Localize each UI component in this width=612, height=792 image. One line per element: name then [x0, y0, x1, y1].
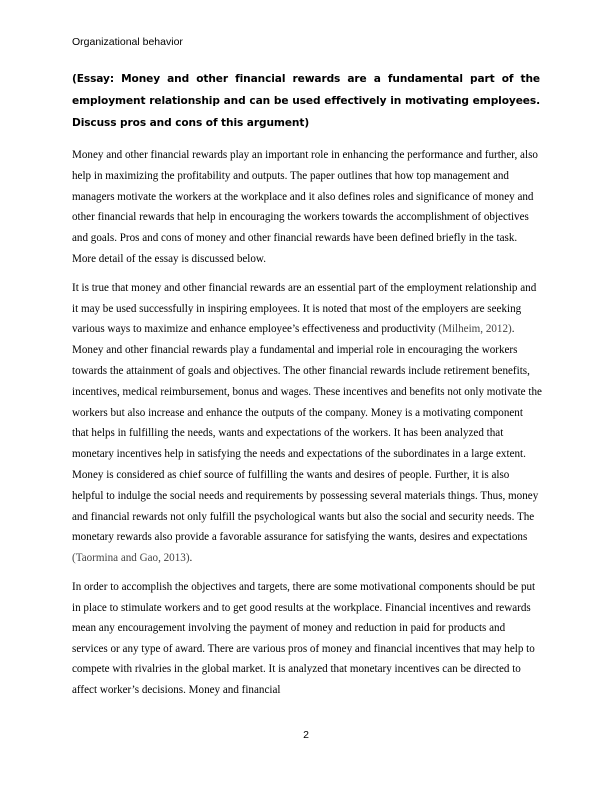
paragraph-incentives: In order to accomplish the objectives and targets, there are some motivational components should be put in place to stimulate workers and to get good results at the workplace. Financial incentives and rewards mean any encouragement involving the payment of money and reduction in paid for products and services or any type of award. There are various pros of money and financial incentives that may help to compete with rivalries in the global market. It is analyzed that monetary incentives can be directed to affect worker’s decisions. Money and financial [72, 580, 536, 696]
paragraph-text: . [189, 552, 193, 565]
page-number: 2 [303, 729, 309, 741]
running-header: Organizational behavior [72, 36, 183, 48]
paragraph-text: . Money and other financial rewards play a fundamental and imperial role in encouraging the workers towards the attainment of goals and objectives. The other financial rewards include retirement benefits, incentives, medical reimbursement, bonus and wages. These incentives and benefits not only motivate the workers but also increase and enhance the outputs of the company. Money is a motivating component that helps in fulfilling the needs, wants and expectations of the workers. It has been analyzed that monetary incentives help in satisfying the needs and expectations of the subordinates in a large extent. Money is considered as chief source of fulfilling the wants and desires of people. Further, it is also helpful to indulge the social needs and requirements by possessing several materials things. Thus, money and financial rewards not only fulfill the psychological wants but also the social and security needs. The monetary rewards also provide a favorable assurance for satisfying the wants, desires and expectations [72, 323, 542, 544]
paragraph-rewards [72, 278, 542, 569]
citation-taormina-gao: (Taormina and Gao, 2013) [72, 552, 190, 565]
paragraph-intro: Money and other financial rewards play an important role in enhancing the performance and further, also help in maximizing the profitability and outputs. The paper outlines that how top management and managers motivate the workers at the workplace and it also defines roles and significance of money and other financial rewards that help in encouraging the workers towards the accomplishment of objectives and goals. Pros and cons of money and other financial rewards have been defined briefly in the task. More detail of the essay is discussed below. [72, 149, 538, 265]
essay-body [72, 145, 542, 709]
paragraph-text: It is true that money and other financial rewards are an essential part of the employment relationship and it may be used successfully in inspiring employees. It is noted that most of the employers are seeking various ways to maximize and enhance employee’s effectiveness and productivity [72, 281, 537, 336]
essay-question: (Essay: Money and other financial rewards are a fundamental part of the employment relationship and can be used effectively in motivating employees. Discuss pros and cons of this argument) [72, 73, 540, 129]
citation-milheim: (Milheim, 2012) [438, 323, 512, 336]
